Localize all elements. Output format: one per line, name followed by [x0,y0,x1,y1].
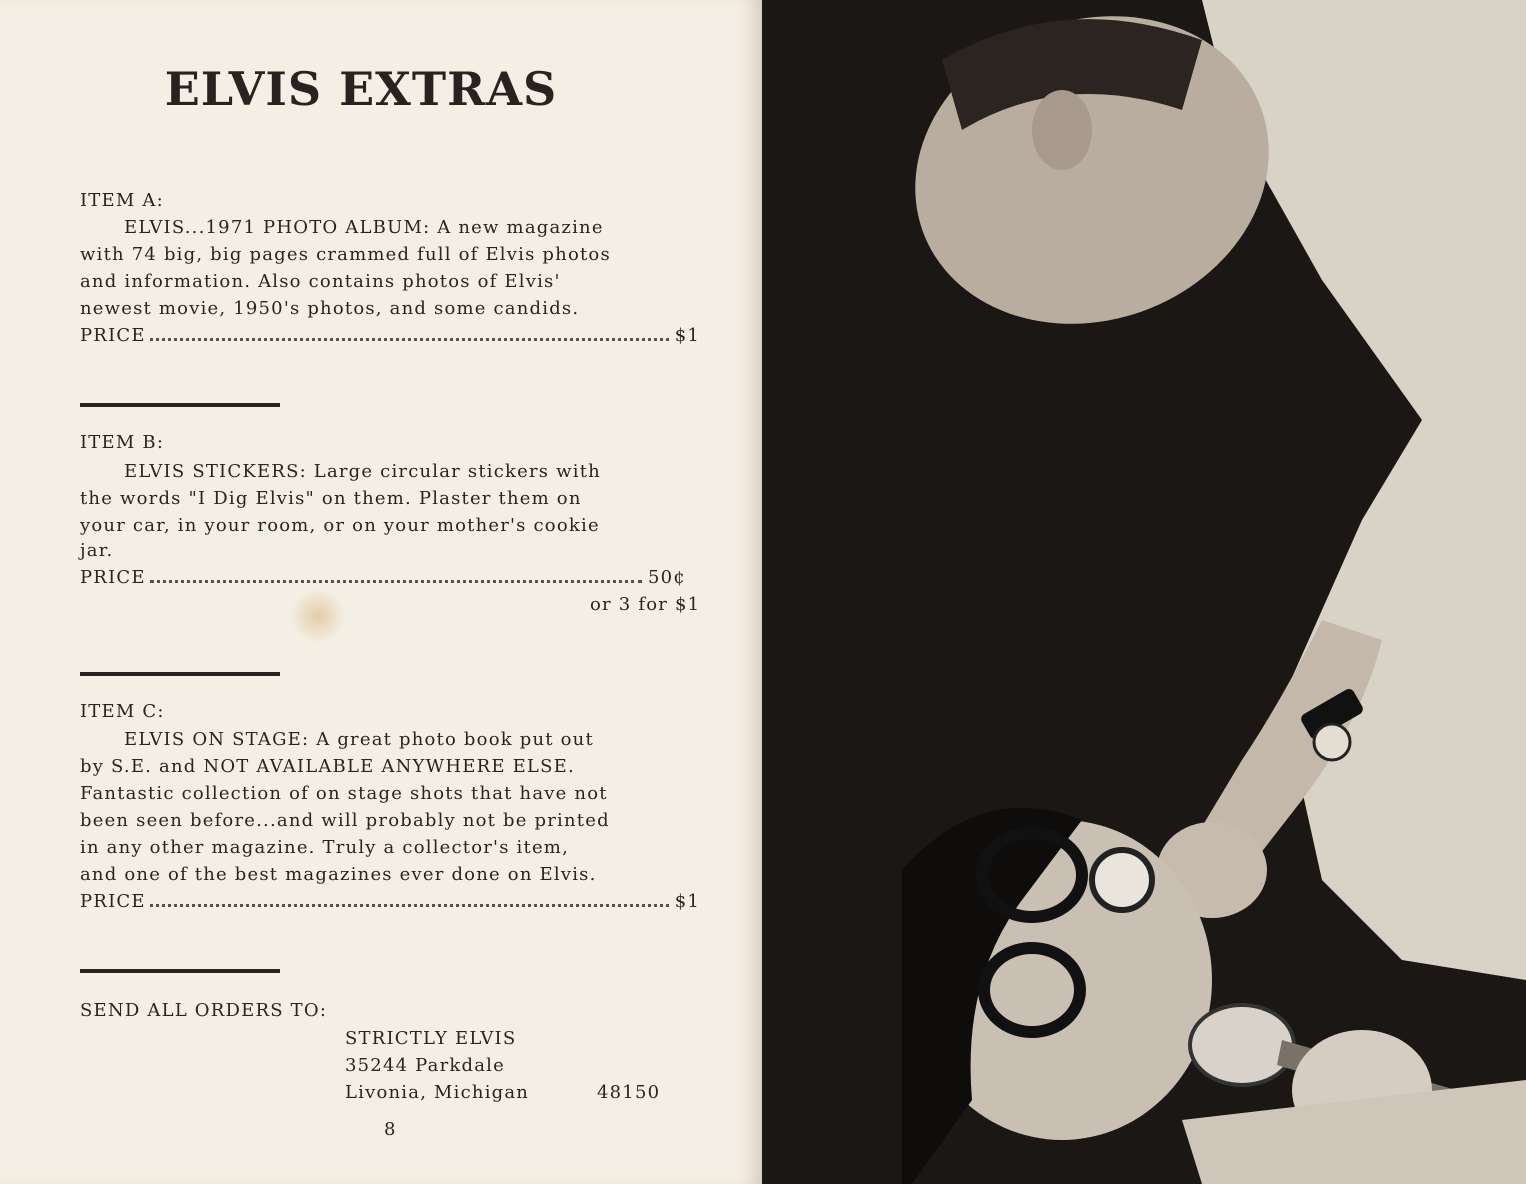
man-ear [1032,90,1092,170]
item-b-price-note: or 3 for $1 [590,594,701,615]
item-c-price-line [80,891,700,912]
item-a-label: ITEM A: [80,190,164,211]
item-c-line-4: been seen before...and will probably not be printed [80,810,610,831]
item-a-line-4: newest movie, 1950's photos, and some candids. [80,298,580,319]
item-c-line-1: ELVIS ON STAGE: A great photo book put out [124,729,594,750]
left-page [0,0,762,1184]
item-a-line-2: with 74 big, big pages crammed full of Elvis photos [80,244,611,265]
item-a-price-label: PRICE [80,325,146,346]
page-title: ELVIS EXTRAS [164,62,558,116]
item-b-price-line [80,567,686,588]
item-a-line-1: ELVIS...1971 PHOTO ALBUM: A new magazine [124,217,604,238]
orders-city: Livonia, Michigan [345,1082,530,1103]
item-b-line-4: jar. [80,540,114,561]
orders-zip: 48150 [597,1082,661,1103]
paper-stain [290,590,346,642]
item-b-line-3: your car, in your room, or on your mother's cookie [80,515,600,536]
item-b-line-2: the words "I Dig Elvis" on them. Plaster them on [80,488,582,509]
item-b-leader-dots [150,580,642,583]
item-b-label: ITEM B: [80,432,165,453]
orders-name: STRICTLY ELVIS [345,1028,517,1049]
item-b-price-label: PRICE [80,567,146,588]
item-c-leader-dots [150,904,669,907]
photo-page [762,0,1526,1184]
item-b-price: 50¢ [648,567,686,588]
divider-1 [80,403,280,407]
page-number: 8 [384,1119,397,1140]
item-a-price: $1 [674,325,700,346]
orders-heading: SEND ALL ORDERS TO: [80,1000,328,1021]
item-a-line-3: and information. Also contains photos of Elvis' [80,271,561,292]
divider-2 [80,672,280,676]
item-c-line-2: by S.E. and NOT AVAILABLE ANYWHERE ELSE. [80,756,575,777]
concert-photo [762,0,1526,1184]
watch-glint [1092,850,1152,910]
item-c-line-6: and one of the best magazines ever done on Elvis. [80,864,597,885]
item-a-leader-dots [150,338,669,341]
orders-street: 35244 Parkdale [345,1055,505,1076]
item-c-label: ITEM C: [80,701,165,722]
item-a-price-line [80,325,700,346]
item-c-line-3: Fantastic collection of on stage shots that have not [80,783,608,804]
item-b-line-1: ELVIS STICKERS: Large circular stickers with [124,461,601,482]
divider-3 [80,969,280,973]
item-c-price: $1 [674,891,700,912]
item-c-price-label: PRICE [80,891,146,912]
microphone-head [1190,1005,1294,1085]
watch-face [1314,724,1350,760]
item-c-line-5: in any other magazine. Truly a collector's item, [80,837,569,858]
